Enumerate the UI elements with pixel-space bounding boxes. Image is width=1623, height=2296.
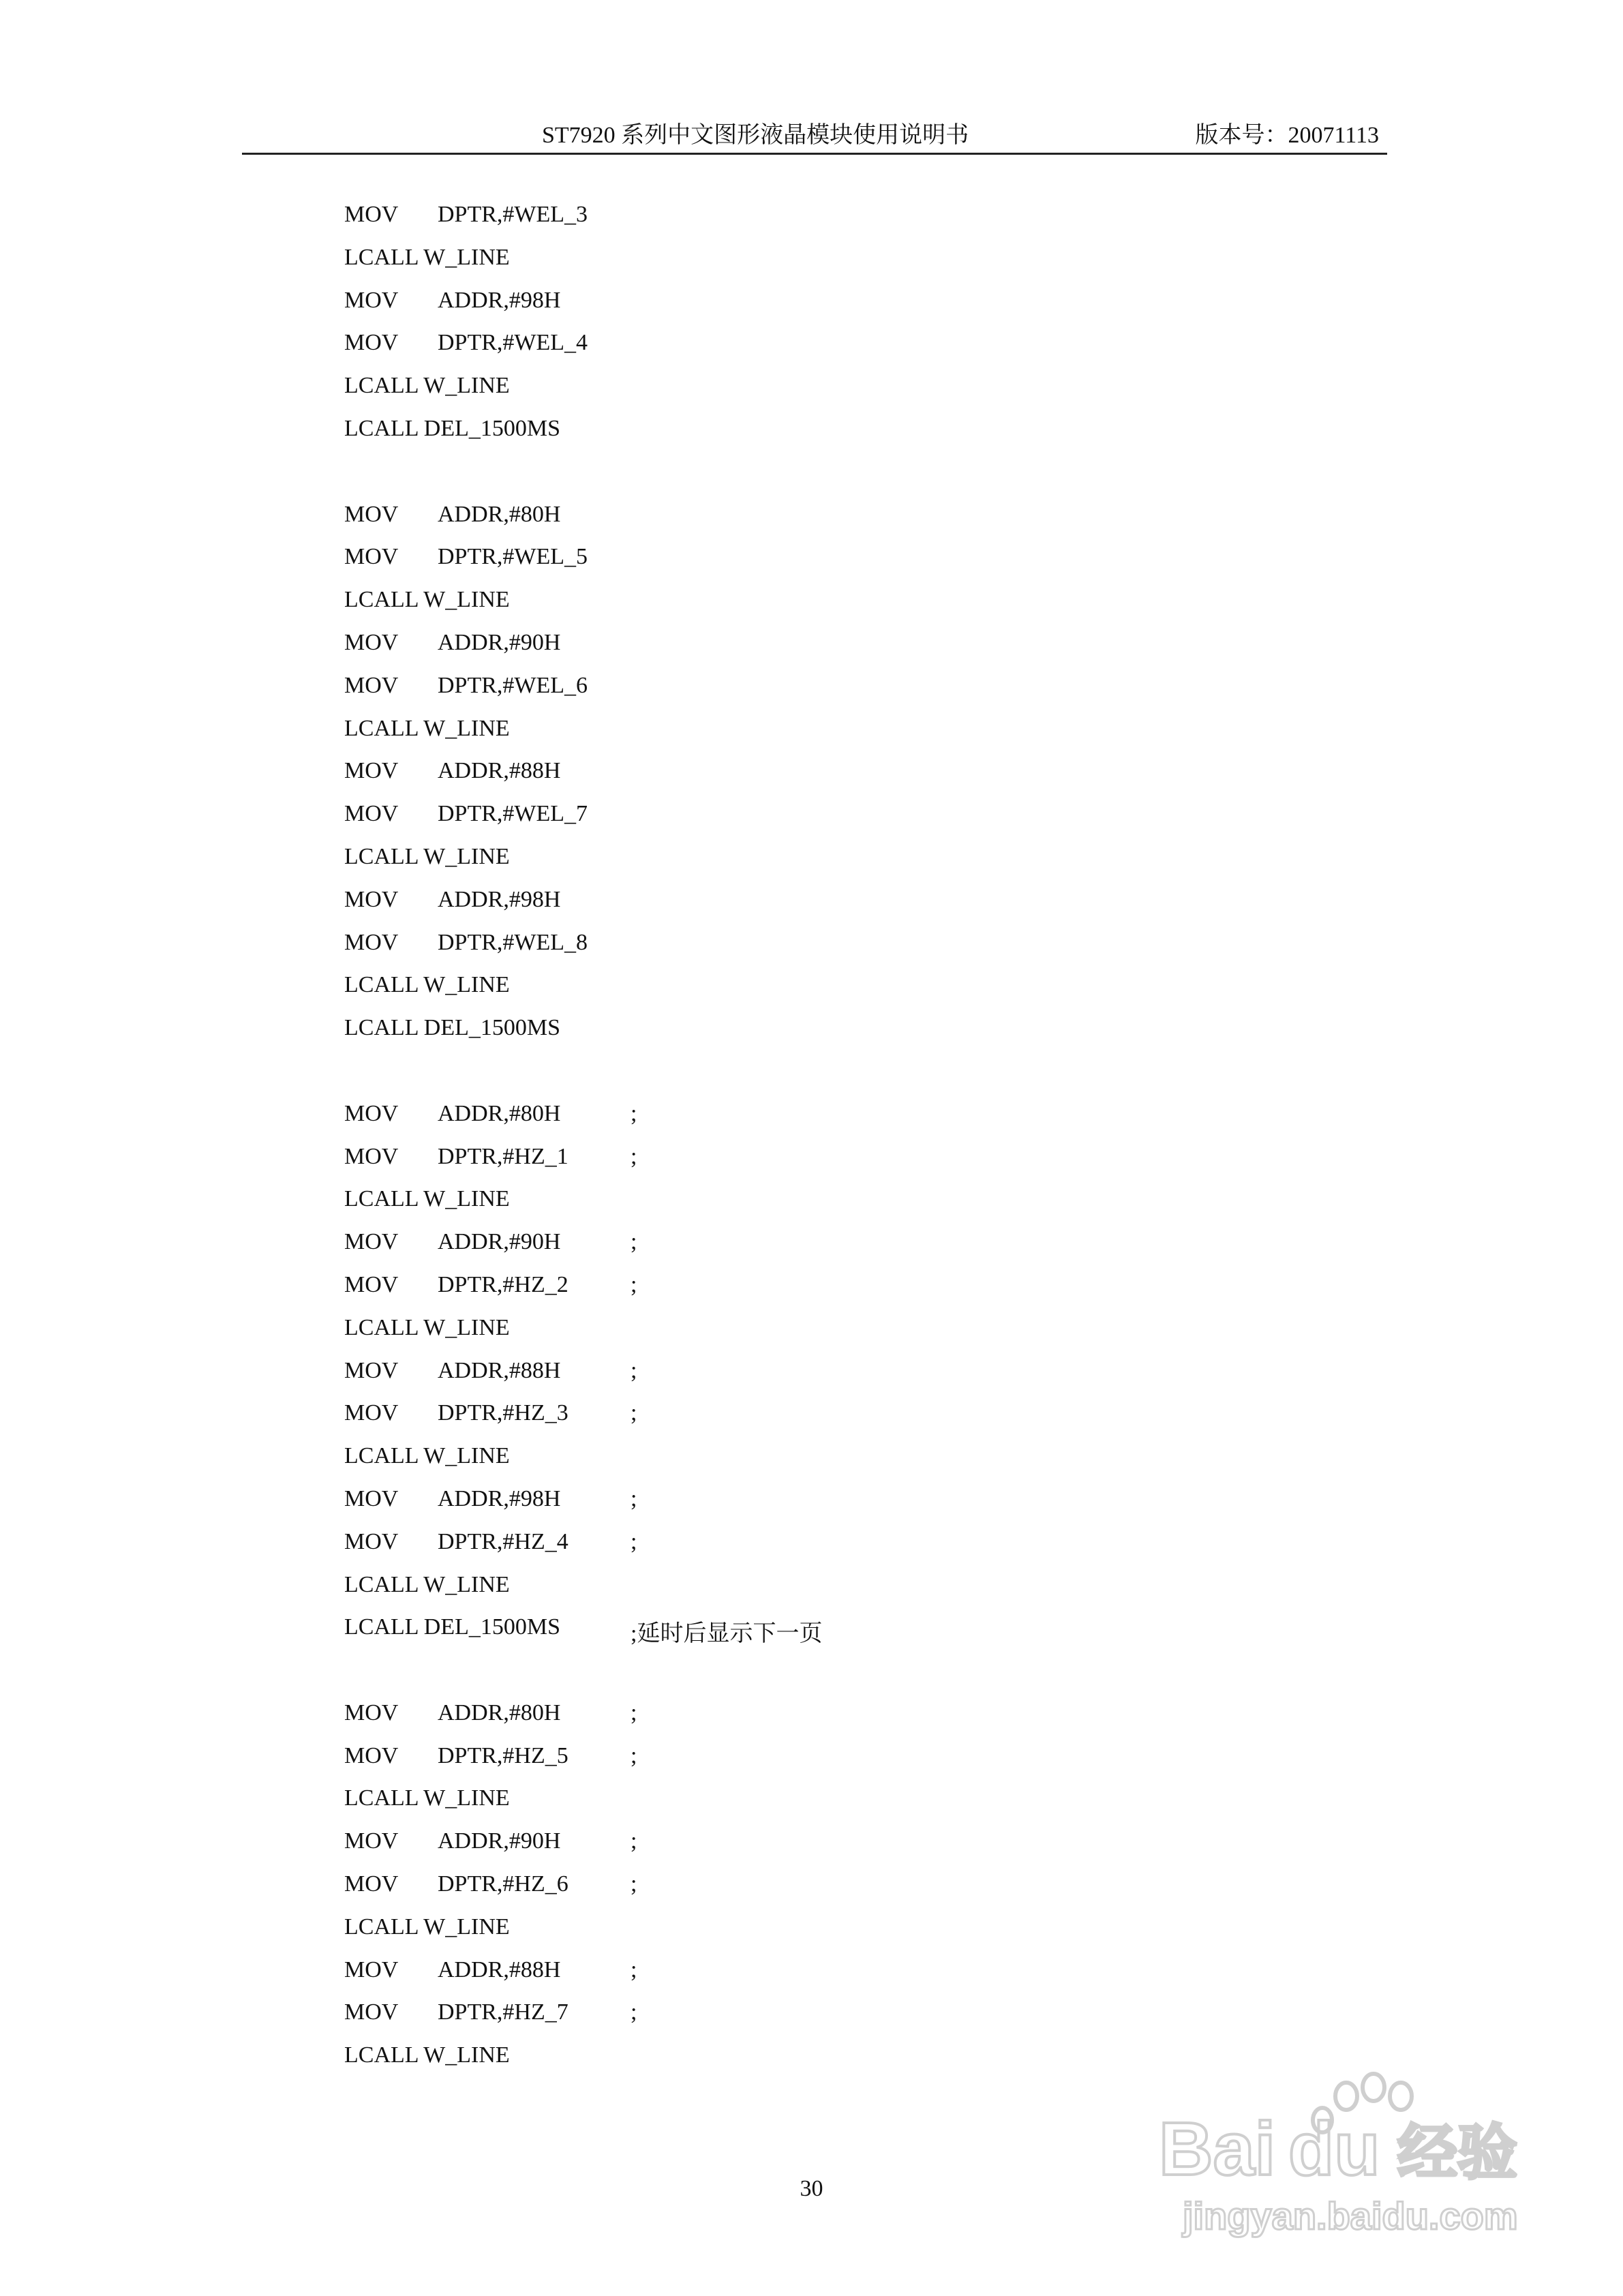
code-operand: DPTR,#HZ_4 [438, 1528, 568, 1554]
code-instruction: MOV [344, 1871, 399, 1897]
code-comment: ; [631, 1357, 637, 1383]
code-instruction: MOV [344, 758, 399, 784]
code-instruction: MOV [344, 501, 399, 527]
code-operand: ADDR,#88H [438, 1357, 561, 1383]
baidu-jingyan-watermark [1152, 2059, 1534, 2243]
code-instruction: LCALL W_LINE [344, 244, 510, 270]
code-operand: ADDR,#80H [438, 501, 561, 527]
svg-text:Bai: Bai [1159, 2107, 1276, 2191]
code-line [344, 1995, 1367, 2038]
code-instruction: MOV [344, 672, 399, 698]
code-line [344, 1696, 1367, 1739]
code-instruction: LCALL DEL_1500MS [344, 415, 561, 441]
code-line [344, 326, 1367, 369]
code-line [344, 626, 1367, 669]
code-comment: ; [631, 1143, 637, 1169]
code-comment: ;延时后显示下一页 [631, 1621, 823, 1647]
code-line [344, 540, 1367, 583]
code-operand: DPTR,#HZ_7 [438, 1999, 568, 2025]
code-instruction: MOV [344, 1485, 399, 1511]
code-line [344, 1225, 1367, 1268]
code-instruction: MOV [344, 1100, 399, 1126]
code-line [344, 1011, 1367, 1054]
code-operand: DPTR,#HZ_1 [438, 1143, 568, 1169]
code-instruction: LCALL W_LINE [344, 373, 510, 399]
svg-text:经验: 经验 [1397, 2117, 1518, 2188]
code-comment: ; [631, 1742, 637, 1768]
code-comment: ; [631, 1400, 637, 1426]
code-operand: DPTR,#HZ_3 [438, 1400, 568, 1426]
code-operand: DPTR,#WEL_8 [438, 929, 588, 955]
code-line [344, 1953, 1367, 1996]
code-line [344, 583, 1367, 626]
code-instruction: MOV [344, 1400, 399, 1426]
code-instruction: MOV [344, 1957, 399, 1982]
code-comment: ; [631, 1528, 637, 1554]
code-operand: ADDR,#98H [438, 287, 561, 313]
code-instruction: MOV [344, 1700, 399, 1725]
code-line [344, 968, 1367, 1011]
code-line [344, 883, 1367, 926]
svg-text:jingyan.baidu.com: jingyan.baidu.com [1183, 2194, 1518, 2237]
code-comment: ; [631, 1271, 637, 1297]
code-instruction: MOV [344, 886, 399, 912]
code-instruction: MOV [344, 1357, 399, 1383]
code-line [344, 1653, 1367, 1696]
code-line [344, 1396, 1367, 1439]
code-instruction: LCALL DEL_1500MS [344, 1614, 561, 1640]
code-line [344, 369, 1367, 412]
code-operand: DPTR,#HZ_5 [438, 1742, 568, 1768]
code-instruction: MOV [344, 1999, 399, 2025]
code-comment: ; [631, 1485, 637, 1511]
code-instruction: MOV [344, 287, 399, 313]
code-operand: DPTR,#WEL_5 [438, 544, 588, 570]
code-instruction: LCALL W_LINE [344, 1914, 510, 1939]
code-line [344, 455, 1367, 498]
code-line [344, 198, 1367, 241]
code-line [344, 1268, 1367, 1311]
code-line [344, 412, 1367, 455]
svg-text:du: du [1288, 2107, 1380, 2191]
code-line [344, 1439, 1367, 1482]
code-operand: ADDR,#90H [438, 629, 561, 655]
code-instruction: LCALL W_LINE [344, 2042, 510, 2068]
code-operand: ADDR,#90H [438, 1229, 561, 1255]
code-instruction: LCALL W_LINE [344, 587, 510, 613]
code-operand: DPTR,#HZ_2 [438, 1271, 568, 1297]
code-instruction: LCALL DEL_1500MS [344, 1015, 561, 1041]
code-operand: ADDR,#98H [438, 1485, 561, 1511]
code-comment: ; [631, 1999, 637, 2025]
code-operand: ADDR,#80H [438, 1700, 561, 1725]
code-instruction: MOV [344, 1828, 399, 1854]
code-instruction: LCALL W_LINE [344, 1186, 510, 1212]
code-line [344, 1054, 1367, 1097]
code-instruction: MOV [344, 1143, 399, 1169]
code-line [344, 284, 1367, 327]
code-line [344, 1482, 1367, 1525]
code-instruction: LCALL W_LINE [344, 1314, 510, 1340]
code-line [344, 797, 1367, 840]
code-comment: ; [631, 1100, 637, 1126]
code-instruction: MOV [344, 544, 399, 570]
code-instruction: LCALL W_LINE [344, 1443, 510, 1469]
code-instruction: MOV [344, 629, 399, 655]
code-listing [344, 198, 1367, 2081]
code-line [344, 1739, 1367, 1782]
code-operand: DPTR,#WEL_6 [438, 672, 588, 698]
version-number: 版本号：20071113 [1195, 123, 1379, 148]
code-line [344, 241, 1367, 284]
code-line [344, 1910, 1367, 1953]
code-comment: ; [631, 1229, 637, 1255]
code-operand: ADDR,#98H [438, 886, 561, 912]
code-instruction: LCALL W_LINE [344, 1571, 510, 1597]
code-line [344, 1525, 1367, 1568]
code-instruction: LCALL W_LINE [344, 843, 510, 869]
code-instruction: MOV [344, 1229, 399, 1255]
code-operand: DPTR,#WEL_4 [438, 330, 588, 356]
code-line [344, 1182, 1367, 1225]
code-line [344, 840, 1367, 883]
code-operand: ADDR,#88H [438, 758, 561, 784]
code-instruction: MOV [344, 801, 399, 827]
code-instruction: MOV [344, 1742, 399, 1768]
code-line [344, 1824, 1367, 1867]
code-instruction: MOV [344, 1271, 399, 1297]
code-comment: ; [631, 1957, 637, 1982]
code-line [344, 1568, 1367, 1611]
code-line [344, 1097, 1367, 1140]
code-line [344, 712, 1367, 755]
code-instruction: LCALL W_LINE [344, 1785, 510, 1811]
code-comment: ; [631, 1700, 637, 1725]
code-instruction: MOV [344, 330, 399, 356]
code-instruction: MOV [344, 1528, 399, 1554]
code-instruction: LCALL W_LINE [344, 972, 510, 998]
code-operand: DPTR,#WEL_3 [438, 202, 588, 227]
page-number: 30 [800, 2176, 823, 2201]
code-line [344, 1354, 1367, 1397]
code-line [344, 754, 1367, 797]
code-line [344, 1867, 1367, 1910]
page-header [242, 115, 1387, 155]
code-instruction: MOV [344, 202, 399, 227]
code-line [344, 1311, 1367, 1354]
code-line [344, 1610, 1367, 1653]
code-operand: ADDR,#90H [438, 1828, 561, 1854]
code-comment: ; [631, 1871, 637, 1897]
code-instruction: MOV [344, 929, 399, 955]
code-instruction: LCALL W_LINE [344, 715, 510, 741]
code-operand: DPTR,#HZ_6 [438, 1871, 568, 1897]
code-operand: ADDR,#80H [438, 1100, 561, 1126]
document-title: ST7920 系列中文图形液晶模块使用说明书 [542, 123, 969, 148]
code-comment: ; [631, 1828, 637, 1854]
code-line [344, 926, 1367, 969]
code-line [344, 669, 1367, 712]
code-line [344, 498, 1367, 541]
code-operand: DPTR,#WEL_7 [438, 801, 588, 827]
code-line [344, 1781, 1367, 1824]
code-line [344, 1140, 1367, 1183]
code-operand: ADDR,#88H [438, 1957, 561, 1982]
